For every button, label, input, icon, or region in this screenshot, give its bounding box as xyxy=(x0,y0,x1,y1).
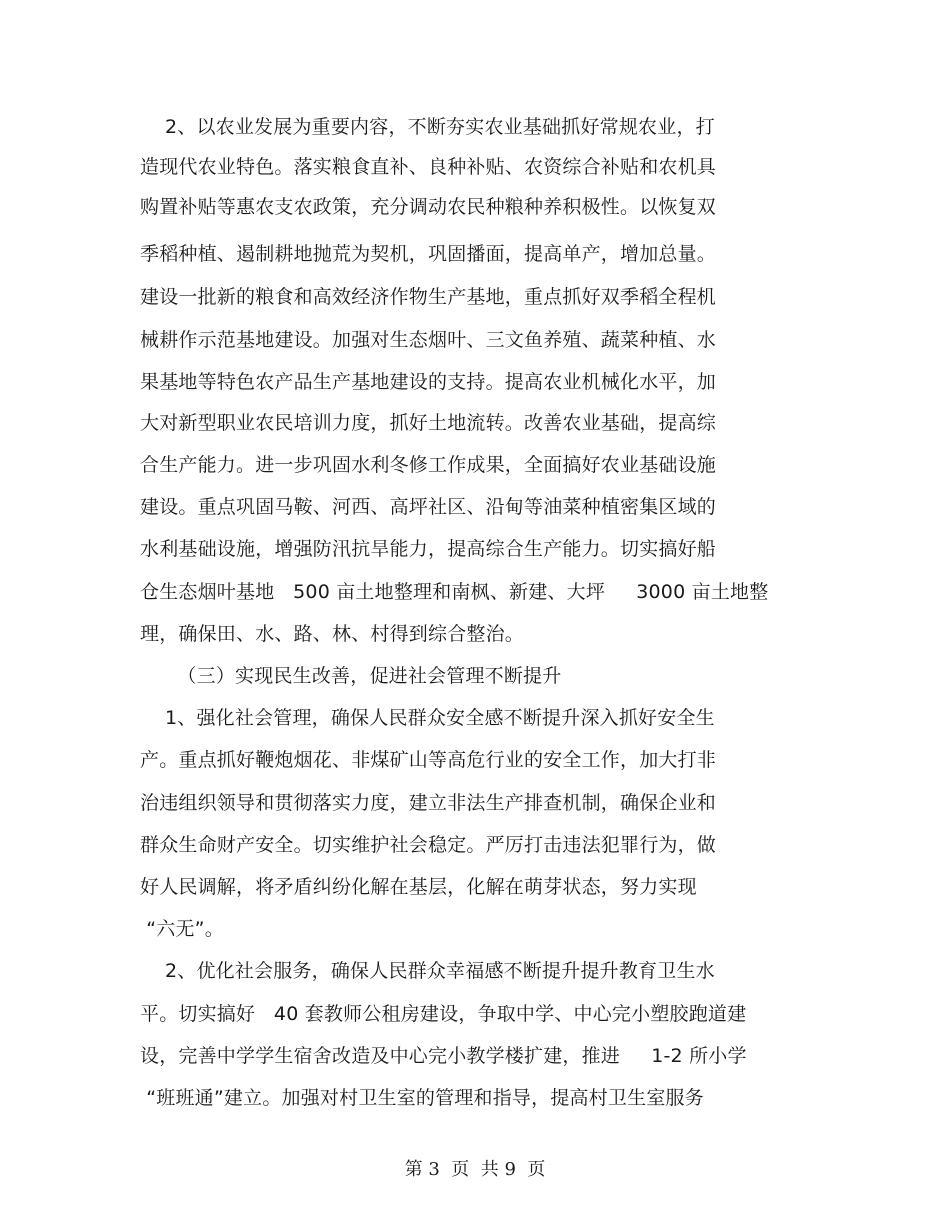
section-heading: （三）实现民生改善，促进社会管理不断提升 xyxy=(140,665,562,687)
body-text-line: 理，确保田、水、路、林、村得到综合整治。 xyxy=(140,623,525,645)
body-text-line: 1、强化社会管理，确保人民群众安全感不断提升深入抓好安全生 xyxy=(140,707,715,729)
body-text-line: “班班通”建立。加强对村卫生室的管理和指导，提高村卫生室服务 xyxy=(140,1087,704,1109)
body-text-line: 大对新型职业农民培训力度，抓好土地流转。改善农业基础，提高综 xyxy=(140,412,717,434)
page-number-footer: 第 3 页 共 9 页 xyxy=(404,1159,546,1180)
body-text-line: 建设。重点巩固马鞍、河西、高坪社区、沿甸等油菜种植密集区域的 xyxy=(140,496,717,518)
body-text-line: “六无”。 xyxy=(140,918,224,940)
body-text-line: 建设一批新的粮食和高效经济作物生产基地，重点抓好双季稻全程机 xyxy=(140,286,717,308)
body-text-line: 2、以农业发展为重要内容，不断夯实农业基础抓好常规农业，打 xyxy=(140,116,715,138)
body-text-line: 造现代农业特色。落实粮食直补、良种补贴、农资综合补贴和农机具 xyxy=(140,156,717,178)
body-text-line: 好人民调解，将矛盾纠纷化解在基层，化解在萌芽状态，努力实现 xyxy=(140,876,697,898)
body-text-line: 仓生态烟叶基地 500 亩土地整理和南枫、新建、大坪 3000 亩土地整 xyxy=(140,581,769,603)
body-text-line: 季稻种植、遏制耕地抛荒为契机，巩固播面，提高单产，增加总量。 xyxy=(140,243,717,265)
body-text-line: 群众生命财产安全。切实维护社会稳定。严厉打击违法犯罪行为，做 xyxy=(140,834,717,856)
body-text-line: 水利基础设施，增强防汛抗旱能力，提高综合生产能力。切实搞好船 xyxy=(140,538,717,560)
body-text-line: 果基地等特色农产品生产基地建设的支持。提高农业机械化水平，加 xyxy=(140,371,717,393)
body-text-line: 2、优化社会服务，确保人民群众幸福感不断提升提升教育卫生水 xyxy=(140,960,715,982)
body-text-line: 产。重点抓好鞭炮烟花、非煤矿山等高危行业的安全工作，加大打非 xyxy=(140,749,717,771)
body-text-line: 治违组织领导和贯彻落实力度，建立非法生产排查机制，确保企业和 xyxy=(140,792,717,814)
body-text-line: 设，完善中学学生宿舍改造及中心完小教学楼扩建，推进 1-2 所小学 xyxy=(140,1045,747,1067)
body-text-line: 购置补贴等惠农支农政策，充分调动农民种粮种养积极性。以恢复双 xyxy=(140,196,717,218)
body-text-line: 平。切实搞好 40 套教师公租房建设，争取中学、中心完小塑胶跑道建 xyxy=(140,1003,747,1025)
body-text-line: 械耕作示范基地建设。加强对生态烟叶、三文鱼养殖、蔬菜种植、水 xyxy=(140,329,717,351)
body-text-line: 合生产能力。进一步巩固水利冬修工作成果，全面搞好农业基础设施 xyxy=(140,454,717,476)
